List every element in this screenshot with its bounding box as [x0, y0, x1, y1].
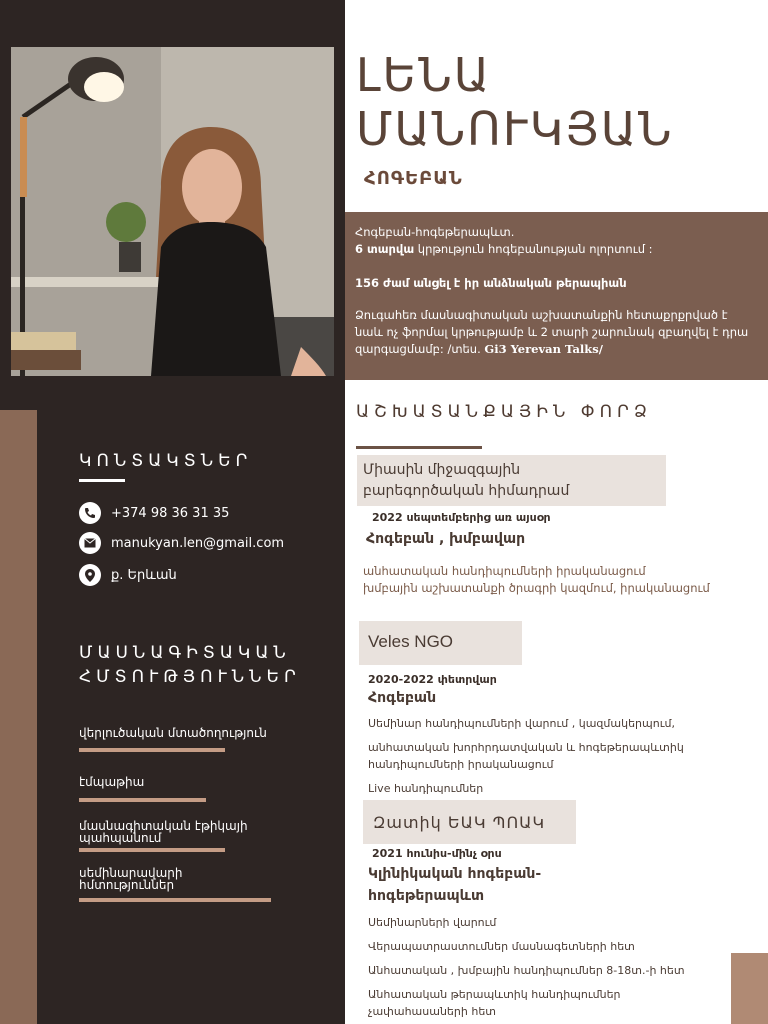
- job-position: հոգեթերապևտ: [368, 888, 485, 904]
- contacts-title: ԿՈՆՏԱԿՏՆԵՐ: [79, 451, 253, 471]
- job-description: չափահասաների հետ: [368, 1005, 496, 1018]
- skills-title-line2: ՀՄՏՈՒԹՅՈՒՆՆԵՐ: [79, 667, 301, 687]
- about-line: [355, 341, 758, 358]
- job-description: Անհատական թերապևտիկ հանդիպումներ: [368, 988, 621, 1001]
- location-row: [79, 564, 177, 586]
- about-line: Ձուգահեռ մասնագիտական աշխատանքին հետաքրքրված է: [355, 308, 728, 322]
- skill-label: սեմինարավարի հմտություններ: [79, 866, 183, 892]
- job-description: Live հանդիպումներ: [368, 782, 484, 795]
- job-org-box: [363, 800, 576, 844]
- job-description: Սեմինարների վարում: [368, 916, 497, 929]
- job-position: Կլինիկական հոգեբան-: [368, 866, 542, 882]
- job-date: 2021 հունիս-մինչ օրս: [372, 847, 502, 860]
- name-line1: ԼԵՆԱ: [356, 48, 491, 102]
- profile-photo: [11, 47, 334, 376]
- about-line: [355, 241, 758, 258]
- email-address: manukyan.len@gmail.com: [111, 535, 285, 551]
- corner-accent: [731, 953, 768, 1024]
- email-icon: [79, 532, 101, 554]
- email-row[interactable]: [79, 532, 284, 554]
- skill-label: մասնագիտական էթիկայի պահպանում: [79, 819, 248, 845]
- job-position: Հոգեբան , խմբավար: [366, 531, 526, 547]
- skill-label: վերլուծական մտածողություն: [79, 726, 267, 740]
- skill-label: էմպաթիա: [79, 775, 145, 789]
- job-org-box: [357, 455, 666, 506]
- job-date: 2022 սեպտեմբերից առ այսօր: [372, 511, 551, 524]
- job-description: հանդիպումների իրականացում: [368, 758, 554, 771]
- job-position: Հոգեբան: [368, 690, 437, 706]
- about-bold: Gi3 Yerevan Talks/: [484, 342, 603, 356]
- phone-icon: [79, 502, 101, 524]
- job-org: Veles NGO: [368, 632, 454, 651]
- job-role: ՀՈԳԵԲԱՆ: [364, 168, 463, 189]
- about-line: Հոգեբան-հոգեթերապևտ.: [355, 225, 515, 239]
- job-date: 2020-2022 փետրվար: [368, 673, 497, 686]
- job-description: անհատական խորհրդատվական և հոգեթերապևտիկ: [368, 741, 684, 754]
- city: ք. Երևան: [111, 567, 177, 583]
- job-description: անհատական հանդիպումների իրականացում: [363, 564, 646, 578]
- job-description: Վերապատրաստումներ մասնագետների հետ: [368, 940, 635, 953]
- skill-bar: [79, 798, 206, 802]
- skill-bar: [79, 848, 225, 852]
- about-line: 156 ժամ անցել է իր անձնական թերապիան: [355, 276, 627, 290]
- left-accent-stripe: [0, 410, 37, 1024]
- experience-underline: [356, 446, 482, 449]
- experience-title: ԱՇԽԱՏԱՆՔԱՅԻՆ ՓՈՐՁ: [356, 402, 652, 422]
- about-line: նաև ոչ ֆորմալ կրթությամբ և 2 տարի շարունակ զբաղվել է դրա: [355, 325, 749, 339]
- job-org: Միասին միջազգային: [363, 462, 521, 478]
- phone-number: +374 98 36 31 35: [111, 505, 230, 521]
- skill-bar: [79, 898, 271, 902]
- skill-bar: [79, 748, 225, 752]
- phone-row[interactable]: [79, 502, 229, 524]
- job-org-box: [359, 621, 522, 665]
- about-text: կրթություն հոգեբանության ոլորտում :: [414, 242, 653, 256]
- about-bold: 6 տարվա: [355, 242, 415, 256]
- skills-title-line1: ՄԱՍՆԱԳԻՏԱԿԱՆ: [79, 643, 291, 663]
- job-description: Սեմինար հանդիպումների վարում , կազմակերպում,: [368, 717, 675, 730]
- about-text: զարգացմամբ: /տես.: [355, 342, 485, 356]
- about-box: [345, 212, 768, 380]
- location-pin-icon: [79, 564, 101, 586]
- name-line2: ՄԱՆՈՒԿՅԱՆ: [356, 102, 674, 156]
- job-org: Զատիկ ԵԱԿ ՊՈԱԿ: [373, 813, 546, 832]
- contacts-underline: [79, 479, 125, 482]
- job-description: խմբային աշխատանքի ծրագրի կազմում, իրականացում: [363, 581, 710, 595]
- job-description: Անհատական , խմբային հանդիպումներ 8-18տ.-ի հետ: [368, 964, 685, 977]
- job-org: բարեգործական հիմադրամ: [363, 483, 570, 499]
- full-name: [356, 48, 674, 156]
